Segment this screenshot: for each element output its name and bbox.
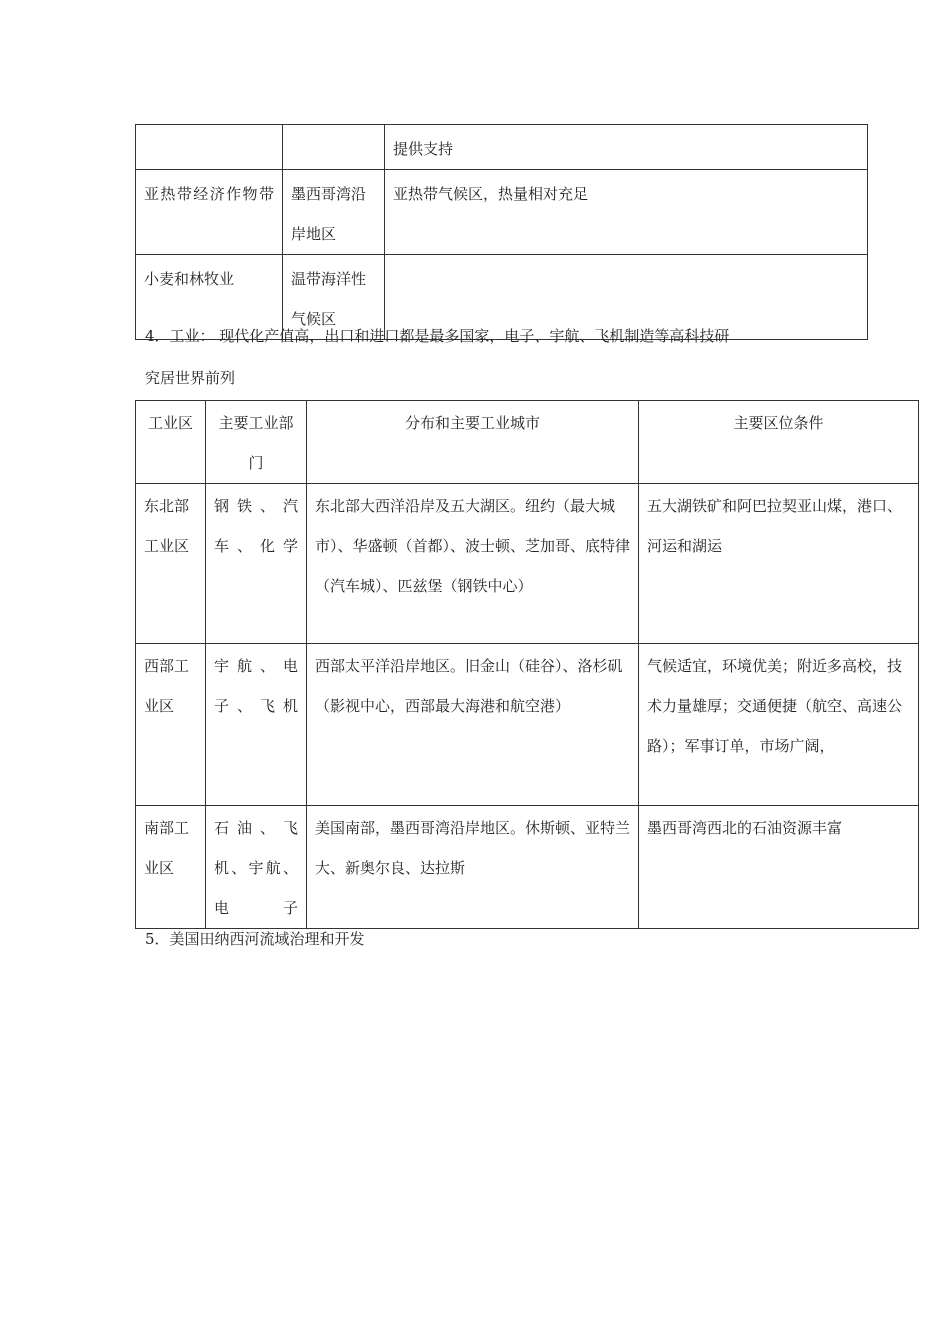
table-row (136, 170, 868, 255)
table-cell: 小麦和林牧业 (136, 255, 283, 340)
table-cell: 气候适宜，环境优美；附近多高校，技术力量雄厚；交通便捷（航空、高速公路）；军事订单，市场广阔， (639, 644, 919, 806)
table-cell: 钢铁、汽车、化学 (206, 484, 307, 644)
table-cell (283, 125, 385, 170)
table-header-cell: 主要工业部门 (206, 401, 307, 484)
section-5-heading: 5．美国田纳西河流域治理和开发 (145, 930, 365, 948)
table-cell: 西部工业区 (136, 644, 206, 806)
table-cell: 五大湖铁矿和阿巴拉契亚山煤，港口、河运和湖运 (639, 484, 919, 644)
table-cell: 温带海洋性气候区 (283, 255, 385, 340)
table-cell: 宇航、电子、飞机 (206, 644, 307, 806)
table-cell: 南部工业区 (136, 806, 206, 929)
table-cell: 亚热带经济作物带 (136, 170, 283, 255)
table-cell: 石油、飞机、宇航、电子 (206, 806, 307, 929)
table-cell: 西部太平洋沿岸地区。旧金山（硅谷）、洛杉矶（影视中心，西部最大海港和航空港） (307, 644, 639, 806)
table-row (136, 125, 868, 170)
table-row (136, 484, 919, 644)
agriculture-table (135, 124, 868, 340)
table-cell: 东北部大西洋沿岸及五大湖区。纽约（最大城市）、华盛顿（首都）、波士顿、芝加哥、底特律（汽车城）、匹兹堡（钢铁中心） (307, 484, 639, 644)
table-cell: 墨西哥湾西北的石油资源丰富 (639, 806, 919, 929)
table-header-cell: 分布和主要工业城市 (307, 401, 639, 484)
section-4-line-1: 4．工业： 现代化产值高，出口和进口都是最多国家，电子、宇航、飞机制造等高科技研 (145, 327, 730, 345)
industry-table (135, 400, 919, 929)
table-cell: 提供支持 (385, 125, 868, 170)
table-cell: 东北部工业区 (136, 484, 206, 644)
table-header-cell: 主要区位条件 (639, 401, 919, 484)
table-row (136, 644, 919, 806)
table-cell: 墨西哥湾沿岸地区 (283, 170, 385, 255)
table-header-cell: 工业区 (136, 401, 206, 484)
table-header-row (136, 401, 919, 484)
table-row (136, 806, 919, 929)
table-cell (136, 125, 283, 170)
section-4-line-2: 究居世界前列 (145, 369, 236, 387)
table-cell: 亚热带气候区，热量相对充足 (385, 170, 868, 255)
table-cell: 美国南部，墨西哥湾沿岸地区。休斯顿、亚特兰大、新奥尔良、达拉斯 (307, 806, 639, 929)
